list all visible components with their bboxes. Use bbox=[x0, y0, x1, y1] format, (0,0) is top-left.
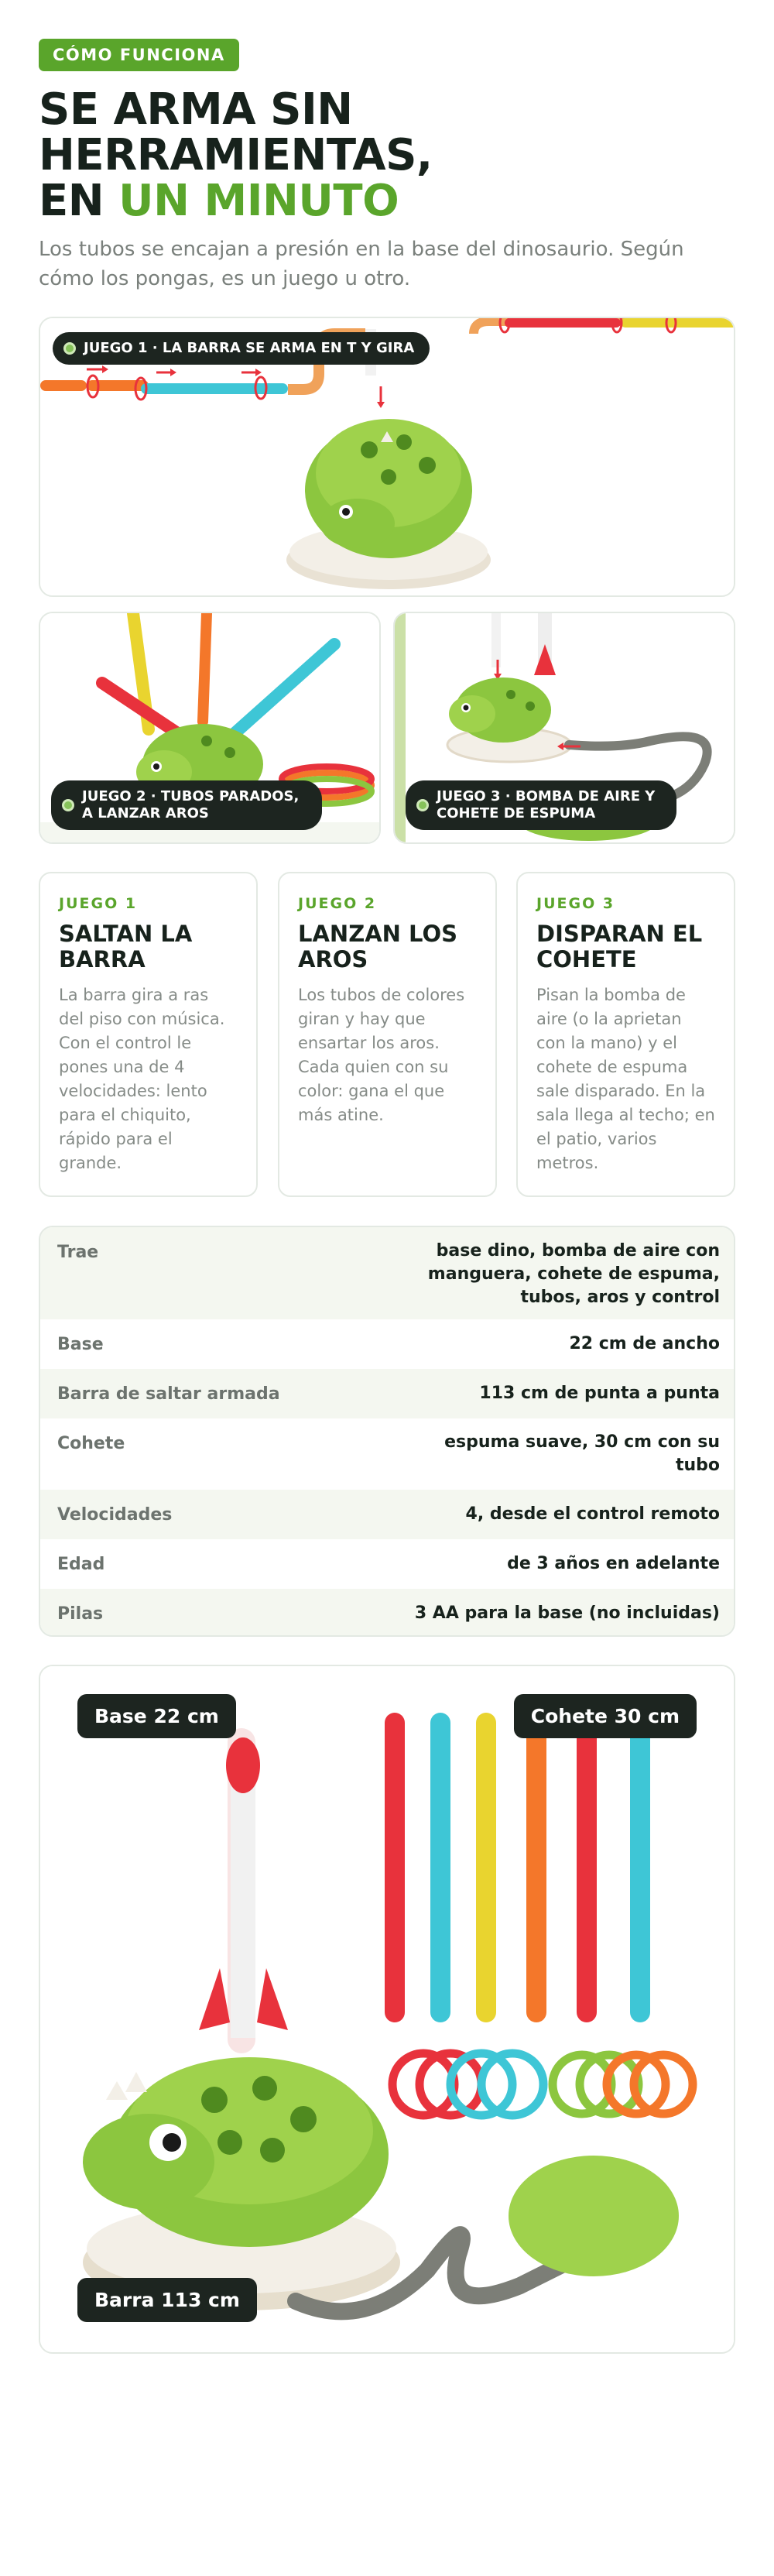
game-tag: JUEGO 3 bbox=[536, 895, 615, 912]
title-accent: UN MINUTO bbox=[118, 176, 399, 226]
game-3-pill: JUEGO 3 · BOMBA DE AIRE Y COHETE DE ESPUMA bbox=[406, 780, 676, 830]
pill-dot-icon bbox=[416, 799, 429, 811]
game-text: Los tubos de colores giran y hay que ensartar los aros. Cada quien con su color: gana el que más atine. bbox=[298, 986, 465, 1124]
section-kicker: CÓMO FUNCIONA bbox=[39, 39, 239, 71]
title-prefix: EN bbox=[39, 176, 119, 226]
product-photo bbox=[39, 1665, 735, 2354]
table-row bbox=[40, 1319, 735, 1369]
spec-label: Edad bbox=[57, 1555, 105, 1574]
photo-game-1 bbox=[39, 317, 735, 597]
table-row bbox=[40, 1369, 735, 1418]
table-row bbox=[40, 1589, 735, 1637]
game-text: La barra gira a ras del piso con música. Con el control le pones una de 4 velocidades: lento para el chiquito, rápido para el grande. bbox=[59, 986, 225, 1172]
table-row bbox=[40, 1418, 735, 1490]
photo-game-3 bbox=[393, 612, 735, 844]
spec-value: espuma suave, 30 cm con su tubo bbox=[444, 1432, 720, 1475]
header bbox=[39, 39, 735, 293]
label-base: Base 22 cm bbox=[77, 1694, 236, 1738]
table-row bbox=[40, 1490, 735, 1539]
title-line-1: SE ARMA SIN bbox=[39, 84, 353, 135]
spec-label: Trae bbox=[57, 1243, 99, 1262]
pill-dot-icon bbox=[63, 342, 76, 355]
spec-value: 22 cm de ancho bbox=[569, 1334, 720, 1353]
game-tag: JUEGO 2 bbox=[298, 895, 377, 912]
specs-table bbox=[39, 1226, 735, 1637]
spec-value: 113 cm de punta a punta bbox=[479, 1384, 720, 1403]
spec-label: Pilas bbox=[57, 1604, 104, 1624]
game-card-1 bbox=[39, 872, 258, 1197]
game-title: DISPARAN EL COHETE bbox=[536, 921, 703, 972]
page-title bbox=[39, 84, 735, 226]
lead-text: Los tubos se encajan a presión en la base del dinosaurio. Según cómo los pongas, es un juego u otro. bbox=[39, 238, 684, 290]
spec-label: Base bbox=[57, 1335, 104, 1354]
spec-value: 4, desde el control remoto bbox=[465, 1504, 720, 1524]
spec-label: Barra de saltar armada bbox=[57, 1384, 280, 1404]
label-cohete: Cohete 30 cm bbox=[514, 1694, 697, 1738]
spec-value: de 3 años en adelante bbox=[507, 1554, 720, 1573]
spec-value: 3 AA para la base (no incluidas) bbox=[414, 1604, 720, 1623]
game-card-3 bbox=[516, 872, 735, 1197]
title-line-2: HERRAMIENTAS, bbox=[39, 130, 433, 180]
game-title: LANZAN LOS AROS bbox=[298, 921, 458, 972]
spec-label: Cohete bbox=[57, 1434, 125, 1453]
table-row bbox=[40, 1539, 735, 1589]
pill-dot-icon bbox=[62, 799, 74, 811]
spec-label: Velocidades bbox=[57, 1505, 173, 1525]
games-section bbox=[39, 872, 735, 1197]
table-row bbox=[40, 1227, 735, 1319]
game-card-2 bbox=[278, 872, 497, 1197]
photo-game-2 bbox=[39, 612, 381, 844]
product-illustration bbox=[40, 1666, 735, 2354]
label-barra: Barra 113 cm bbox=[77, 2278, 257, 2322]
title-line-3 bbox=[39, 178, 735, 224]
spec-value: base dino, bomba de aire con manguera, cohete de espuma, tubos, aros y control bbox=[427, 1241, 720, 1307]
game-tag: JUEGO 1 bbox=[59, 895, 138, 912]
game-text: Pisan la bomba de aire (o la aprietan con la mano) y el cohete de espuma sale disparado. En la sala llega al techo; en el patio, varios metros. bbox=[536, 986, 715, 1172]
game-title: SALTAN LA BARRA bbox=[59, 921, 193, 972]
game-2-pill: JUEGO 2 · TUBOS PARADOS, A LANZAR AROS bbox=[51, 780, 322, 830]
game-1-pill: JUEGO 1 · LA BARRA SE ARMA EN T Y GIRA bbox=[53, 332, 430, 365]
